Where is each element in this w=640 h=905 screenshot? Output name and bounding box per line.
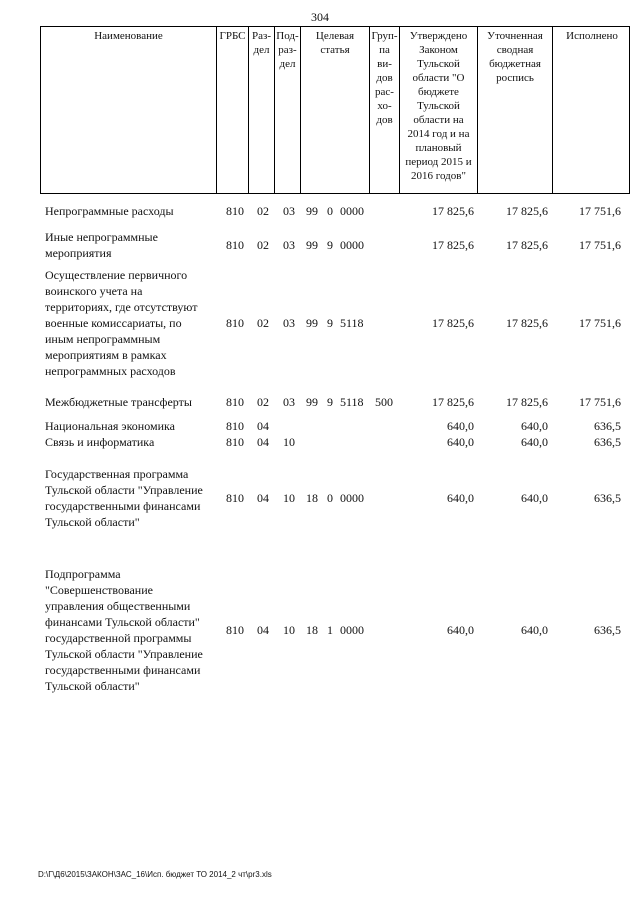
cell-grbs: 810 (226, 316, 244, 330)
cell-utverzhdeno: 17 825,6 (432, 238, 474, 252)
table-header (40, 26, 630, 194)
cell-utochnennaya: 640,0 (521, 435, 548, 449)
cell-podrazdel: 10 (283, 491, 295, 505)
cell-podrazdel: 03 (283, 395, 295, 409)
row-name: Связь и информатика (45, 435, 155, 449)
cell-cs2: 9 (327, 395, 333, 409)
row-name: Иные непрограммные мероприятия (45, 230, 158, 260)
cell-grbs: 810 (226, 623, 244, 637)
cell-razdel: 04 (257, 435, 269, 449)
page-number: 304 (311, 10, 329, 24)
cell-cs2: 0 (327, 491, 333, 505)
header-gruppa: Груп- па ви- дов рас- хо- дов (370, 27, 400, 193)
cell-grbs: 810 (226, 435, 244, 449)
cell-cs2: 0 (327, 204, 333, 218)
cell-ispolneno: 17 751,6 (579, 316, 621, 330)
cell-podrazdel: 10 (283, 623, 295, 637)
cell-grbs: 810 (226, 395, 244, 409)
cell-razdel: 02 (257, 238, 269, 252)
header-name: Наименование (41, 27, 217, 193)
cell-ispolneno: 636,5 (594, 419, 621, 433)
cell-cs3: 5118 (340, 395, 364, 409)
cell-ispolneno: 636,5 (594, 623, 621, 637)
cell-grbs: 810 (226, 204, 244, 218)
row-name: Национальная экономика (45, 419, 175, 433)
cell-cs1: 99 (306, 316, 318, 330)
cell-utverzhdeno: 640,0 (447, 419, 474, 433)
cell-utochnennaya: 17 825,6 (506, 316, 548, 330)
cell-podrazdel: 03 (283, 316, 295, 330)
cell-utochnennaya: 17 825,6 (506, 204, 548, 218)
cell-podrazdel: 10 (283, 435, 295, 449)
cell-cs1: 18 (306, 623, 318, 637)
cell-utverzhdeno: 640,0 (447, 491, 474, 505)
row-name: Государственная программа Тульской области "Управление государственными финансами Тульской области" (45, 467, 203, 529)
file-path-footer: D:\Г\Д6\2015\ЗАКОН\ЗАС_16\Исп. бюджет ТО 2014_2 чт\pr3.xls (38, 870, 272, 879)
cell-razdel: 02 (257, 316, 269, 330)
header-grbs: ГРБС (217, 27, 249, 193)
cell-cs1: 99 (306, 395, 318, 409)
row-name: Подпрограмма "Совершенствование управления общественными финансами Тульской области" государственной программы Тульской области "Управление государственными финансами Тульской области" (45, 567, 203, 693)
cell-cs3: 0000 (340, 238, 364, 252)
header-utverzhdeno: Утверждено Законом Тульской области "О бюджете Тульской области на 2014 год и на плановый период 2015 и 2016 годов" (400, 27, 478, 193)
cell-utverzhdeno: 17 825,6 (432, 395, 474, 409)
cell-utochnennaya: 17 825,6 (506, 238, 548, 252)
header-celevaya: Целевая статья (301, 27, 370, 193)
cell-utochnennaya: 640,0 (521, 491, 548, 505)
cell-grbs: 810 (226, 419, 244, 433)
cell-utochnennaya: 640,0 (521, 623, 548, 637)
cell-razdel: 02 (257, 395, 269, 409)
cell-cs1: 99 (306, 238, 318, 252)
cell-cs2: 9 (327, 238, 333, 252)
cell-razdel: 02 (257, 204, 269, 218)
cell-cs3: 0000 (340, 623, 364, 637)
cell-cs2: 1 (327, 623, 333, 637)
header-utochnennaya: Уточненная сводная бюджетная роспись (478, 27, 553, 193)
cell-utochnennaya: 17 825,6 (506, 395, 548, 409)
cell-utverzhdeno: 17 825,6 (432, 204, 474, 218)
header-podrazdel: Под- раз- дел (275, 27, 301, 193)
cell-podrazdel: 03 (283, 238, 295, 252)
cell-cs1: 18 (306, 491, 318, 505)
cell-gruppa: 500 (375, 395, 393, 409)
cell-utverzhdeno: 17 825,6 (432, 316, 474, 330)
cell-razdel: 04 (257, 419, 269, 433)
cell-cs3: 0000 (340, 491, 364, 505)
cell-podrazdel: 03 (283, 204, 295, 218)
cell-razdel: 04 (257, 491, 269, 505)
row-name: Непрограммные расходы (45, 204, 174, 218)
cell-utochnennaya: 640,0 (521, 419, 548, 433)
cell-cs3: 5118 (340, 316, 364, 330)
row-name: Осуществление первичного воинского учета на территориях, где отсутствуют военные комиссариаты, по иным непрограммным мероприятиям в рамках непрограммных расходов (45, 268, 198, 378)
cell-ispolneno: 17 751,6 (579, 204, 621, 218)
row-name: Межбюджетные трансферты (45, 395, 192, 409)
cell-utverzhdeno: 640,0 (447, 435, 474, 449)
cell-grbs: 810 (226, 238, 244, 252)
cell-razdel: 04 (257, 623, 269, 637)
cell-ispolneno: 636,5 (594, 435, 621, 449)
cell-cs3: 0000 (340, 204, 364, 218)
header-ispolneno: Исполнено (566, 30, 618, 42)
cell-utverzhdeno: 640,0 (447, 623, 474, 637)
cell-cs2: 9 (327, 316, 333, 330)
header-razdel: Раз- дел (249, 27, 275, 193)
cell-cs1: 99 (306, 204, 318, 218)
cell-grbs: 810 (226, 491, 244, 505)
cell-ispolneno: 17 751,6 (579, 395, 621, 409)
cell-ispolneno: 17 751,6 (579, 238, 621, 252)
cell-ispolneno: 636,5 (594, 491, 621, 505)
